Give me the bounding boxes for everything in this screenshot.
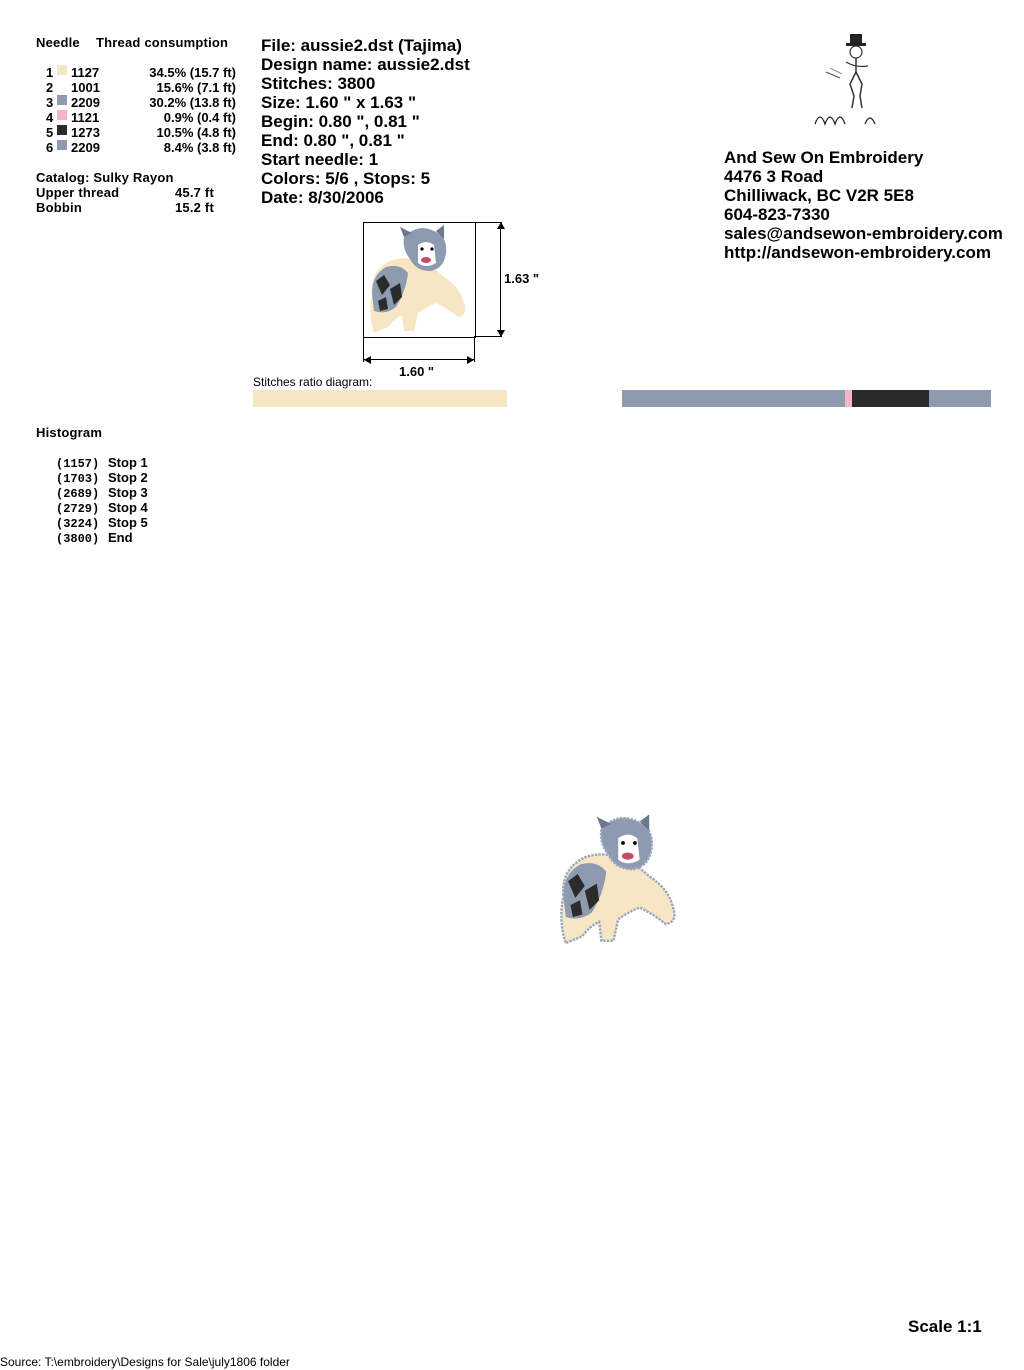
stop-label: Stop 5	[108, 515, 148, 530]
needle-number: 5	[46, 125, 54, 140]
company-address: 4476 3 Road	[724, 167, 824, 186]
design-preview-frame	[363, 222, 476, 338]
source-path: Source: T:\embroidery\Designs for Sale\july1806 folder	[0, 1355, 290, 1369]
histogram-row	[56, 500, 148, 516]
company-phone: 604-823-7330	[724, 205, 830, 224]
needle-number: 3	[46, 95, 54, 110]
design-render	[552, 812, 688, 948]
company-city: Chilliwack, BC V2R 5E8	[724, 186, 914, 205]
needle-number: 4	[46, 110, 54, 125]
stitch-count-value: (3800)	[56, 532, 100, 546]
height-label: 1.63 "	[504, 271, 540, 286]
ratio-label: Stitches ratio diagram:	[253, 375, 373, 389]
upper-thread-value: 45.7 ft	[175, 185, 214, 200]
company-email: sales@andsewon-embroidery.com	[724, 224, 1003, 243]
arrow-left-icon	[364, 356, 371, 364]
needle-number: 6	[46, 140, 54, 155]
stitch-count-value: (1157)	[56, 457, 100, 471]
company-name: And Sew On Embroidery	[724, 148, 924, 167]
ratio-segment	[253, 390, 507, 407]
histogram-row	[56, 530, 133, 546]
ratio-segment	[507, 390, 622, 407]
thread-code: 1127	[71, 65, 100, 80]
stop-label: End	[108, 530, 133, 545]
stitch-count-value: (2689)	[56, 487, 100, 501]
file-info	[261, 36, 470, 207]
stitch-count-value: (2729)	[56, 502, 100, 516]
ratio-segment	[929, 390, 991, 407]
catalog-label: Catalog: Sulky Rayon	[36, 170, 174, 185]
design-name: Design name: aussie2.dst	[261, 55, 470, 74]
thread-consumption: 8.4% (3.8 ft)	[163, 140, 236, 155]
histogram-title: Histogram	[36, 425, 103, 440]
dog-thumbnail	[364, 223, 475, 337]
width-dimension-line	[363, 359, 475, 360]
needle-number: 1	[46, 65, 54, 80]
histogram-row	[56, 470, 148, 486]
stop-label: Stop 3	[108, 485, 148, 500]
histogram-row	[56, 455, 148, 471]
ratio-segment	[845, 390, 852, 407]
consumption-header: Thread consumption	[96, 35, 229, 50]
end-point: End: 0.80 ", 0.81 "	[261, 131, 405, 150]
thread-code: 1273	[71, 125, 100, 140]
thread-consumption: 30.2% (13.8 ft)	[149, 95, 236, 110]
ratio-segment	[622, 390, 845, 407]
thread-code: 1121	[71, 110, 100, 125]
thread-consumption: 10.5% (4.8 ft)	[156, 125, 236, 140]
stitch-count-value: (1703)	[56, 472, 100, 486]
design-date: Date: 8/30/2006	[261, 188, 384, 207]
scale-label: Scale 1:1	[908, 1317, 982, 1336]
needle-number: 2	[46, 80, 54, 95]
start-needle: Start needle: 1	[261, 150, 379, 169]
arrow-up-icon	[497, 222, 505, 229]
thread-consumption: 34.5% (15.7 ft)	[149, 65, 236, 80]
stop-label: Stop 1	[108, 455, 148, 470]
begin-point: Begin: 0.80 ", 0.81 "	[261, 112, 420, 131]
upper-thread-label: Upper thread	[36, 185, 120, 200]
thread-consumption: 0.9% (0.4 ft)	[163, 110, 236, 125]
thread-code: 2209	[71, 95, 100, 110]
height-dimension-line	[500, 222, 501, 337]
stitch-count: Stitches: 3800	[261, 74, 376, 93]
company-logo	[810, 32, 890, 132]
design-size: Size: 1.60 " x 1.63 "	[261, 93, 417, 112]
ratio-segment	[852, 390, 929, 407]
bobbin-label: Bobbin	[36, 200, 82, 215]
histogram-row	[56, 515, 148, 531]
company-website: http://andsewon-embroidery.com	[724, 243, 991, 262]
bobbin-value: 15.2 ft	[175, 200, 214, 215]
thread-code: 2209	[71, 140, 100, 155]
thread-code: 1001	[71, 80, 100, 95]
stop-label: Stop 4	[108, 500, 148, 515]
histogram-row	[56, 485, 148, 501]
file-name: File: aussie2.dst (Tajima)	[261, 36, 462, 55]
stop-label: Stop 2	[108, 470, 148, 485]
needle-header: Needle	[36, 35, 80, 50]
colors-stops: Colors: 5/6 , Stops: 5	[261, 169, 431, 188]
thread-consumption: 15.6% (7.1 ft)	[156, 80, 236, 95]
width-label: 1.60 "	[399, 364, 435, 379]
stitches-ratio-bar	[253, 390, 990, 407]
arrow-right-icon	[467, 356, 474, 364]
stitch-count-value: (3224)	[56, 517, 100, 531]
arrow-down-icon	[497, 330, 505, 337]
company-info	[724, 148, 1003, 262]
